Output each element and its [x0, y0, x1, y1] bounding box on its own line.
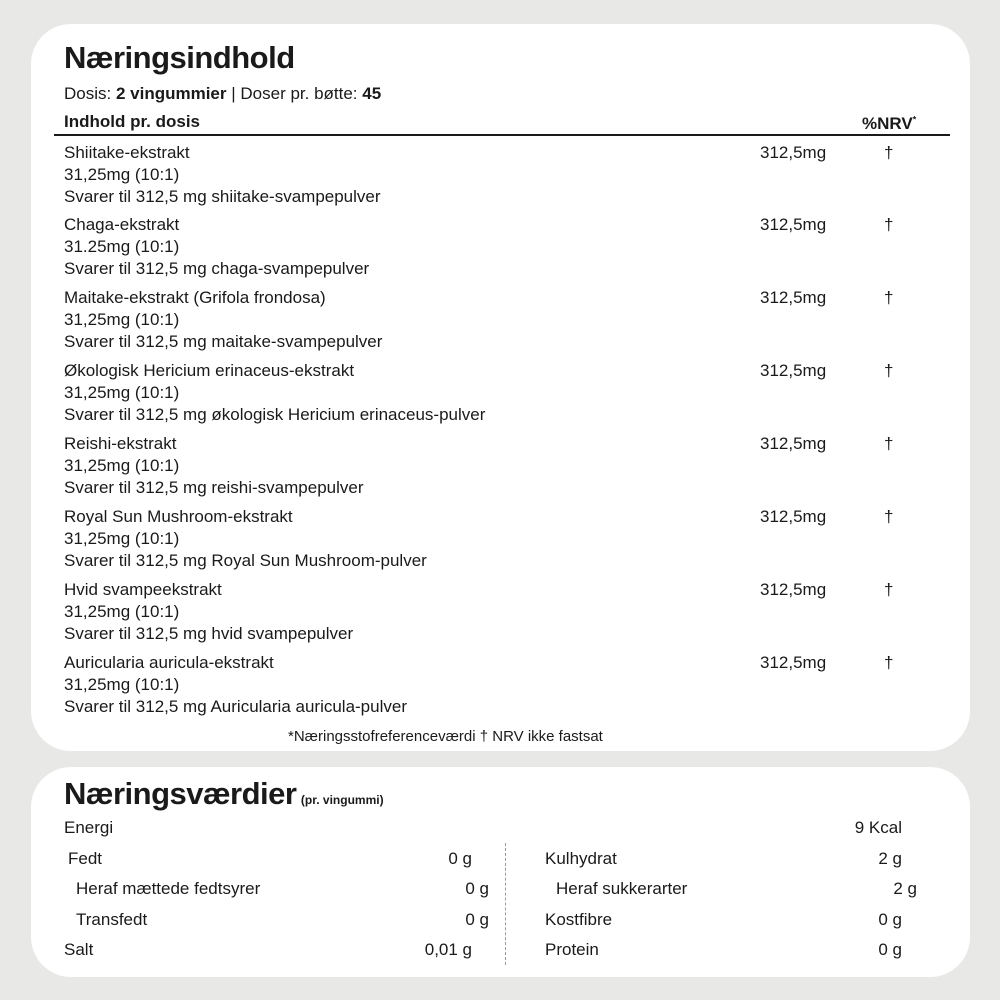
- ingredient-amount: 312,5mg: [760, 288, 827, 307]
- ingredient-ratio: 31.25mg (10:1): [64, 237, 180, 256]
- footnote: *Næringsstofreferenceværdi † NRV ikke fastsat: [288, 728, 603, 745]
- carbohydrate-value: 2 g: [878, 849, 902, 868]
- fibre-label: Kostfibre: [545, 910, 613, 929]
- table-header: Indhold pr. dosis: [64, 112, 200, 131]
- values-title: Næringsværdier: [64, 776, 297, 811]
- ingredient-ratio: 31,25mg (10:1): [64, 675, 180, 694]
- ingredient-ratio: 31,25mg (10:1): [64, 310, 180, 329]
- ingredient-equivalent: Svarer til 312,5 mg reishi-svampepulver: [64, 478, 364, 497]
- ingredient-amount: 312,5mg: [760, 143, 827, 162]
- salt-value: 0,01 g: [424, 940, 472, 959]
- ingredient-name: Shiitake-ekstrakt: [64, 143, 190, 162]
- ingredient-equivalent: Svarer til 312,5 mg maitake-svampepulver: [64, 332, 383, 351]
- column-divider: [505, 843, 506, 965]
- ingredient-name: Maitake-ekstrakt (Grifola frondosa): [64, 288, 326, 307]
- header-divider: [54, 134, 950, 136]
- ingredient-equivalent: Svarer til 312,5 mg Auricularia auricula-pulver: [64, 697, 407, 716]
- ingredient-amount: 312,5mg: [760, 580, 827, 599]
- ingredient-ratio: 31,25mg (10:1): [64, 602, 180, 621]
- values-heading: [64, 776, 384, 812]
- energy-value: 9 Kcal: [854, 818, 902, 837]
- ingredient-equivalent: Svarer til 312,5 mg shiitake-svampepulver: [64, 187, 381, 206]
- sugars-label: Heraf sukkerarter: [556, 879, 688, 898]
- saturated-fat-label: Heraf mættede fedtsyrer: [76, 879, 261, 898]
- ingredient-nrv: †: [884, 288, 894, 307]
- dose-value: 2 vingummier: [115, 84, 227, 103]
- ingredient-amount: 312,5mg: [760, 653, 827, 672]
- fibre-value: 0 g: [878, 910, 902, 929]
- ingredient-ratio: 31,25mg (10:1): [64, 529, 180, 548]
- protein-label: Protein: [545, 940, 599, 959]
- ingredient-name: Reishi-ekstrakt: [64, 434, 177, 453]
- nrv-header-label: %NRV: [862, 114, 913, 133]
- ingredient-amount: 312,5mg: [760, 507, 827, 526]
- ingredient-name: Royal Sun Mushroom-ekstrakt: [64, 507, 293, 526]
- ingredient-nrv: †: [884, 507, 894, 526]
- salt-label: Salt: [64, 940, 94, 959]
- ingredient-nrv: †: [884, 580, 894, 599]
- protein-value: 0 g: [878, 940, 902, 959]
- sugars-value: 2 g: [893, 879, 917, 898]
- ingredient-name: Økologisk Hericium erinaceus-ekstrakt: [64, 361, 355, 380]
- fat-value: 0 g: [448, 849, 472, 868]
- ingredient-amount: 312,5mg: [760, 434, 827, 453]
- energy-label: Energi: [64, 818, 114, 837]
- carbohydrate-label: Kulhydrat: [545, 849, 617, 868]
- ingredient-nrv: †: [884, 143, 894, 162]
- ingredient-ratio: 31,25mg (10:1): [64, 383, 180, 402]
- ingredient-nrv: †: [884, 434, 894, 453]
- ingredient-name: Hvid svampeekstrakt: [64, 580, 222, 599]
- ingredient-nrv: †: [884, 215, 894, 234]
- ingredient-nrv: †: [884, 653, 894, 672]
- dose-label: Dosis:: [64, 84, 116, 103]
- ingredient-amount: 312,5mg: [760, 215, 827, 234]
- saturated-fat-value: 0 g: [465, 879, 489, 898]
- fat-label: Fedt: [68, 849, 103, 868]
- ingredient-equivalent: Svarer til 312,5 mg økologisk Hericium erinaceus-pulver: [64, 405, 486, 424]
- dose-info: [64, 84, 381, 104]
- ingredient-equivalent: Svarer til 312,5 mg Royal Sun Mushroom-pulver: [64, 551, 427, 570]
- trans-fat-label: Transfedt: [76, 910, 148, 929]
- ingredient-ratio: 31,25mg (10:1): [64, 165, 180, 184]
- ingredient-name: Auricularia auricula-ekstrakt: [64, 653, 274, 672]
- nrv-header: [862, 114, 916, 134]
- ingredient-name: Chaga-ekstrakt: [64, 215, 180, 234]
- ingredient-equivalent: Svarer til 312,5 mg hvid svampepulver: [64, 624, 354, 643]
- ingredient-ratio: 31,25mg (10:1): [64, 456, 180, 475]
- nutrition-title: Næringsindhold: [64, 40, 295, 75]
- ingredient-nrv: †: [884, 361, 894, 380]
- nrv-footnote-mark: *: [912, 114, 917, 125]
- doses-label: | Doser pr. bøtte:: [226, 84, 363, 103]
- ingredient-equivalent: Svarer til 312,5 mg chaga-svampepulver: [64, 259, 370, 278]
- ingredient-amount: 312,5mg: [760, 361, 827, 380]
- trans-fat-value: 0 g: [465, 910, 489, 929]
- values-subtitle: (pr. vingummi): [300, 793, 384, 807]
- doses-value: 45: [362, 84, 382, 103]
